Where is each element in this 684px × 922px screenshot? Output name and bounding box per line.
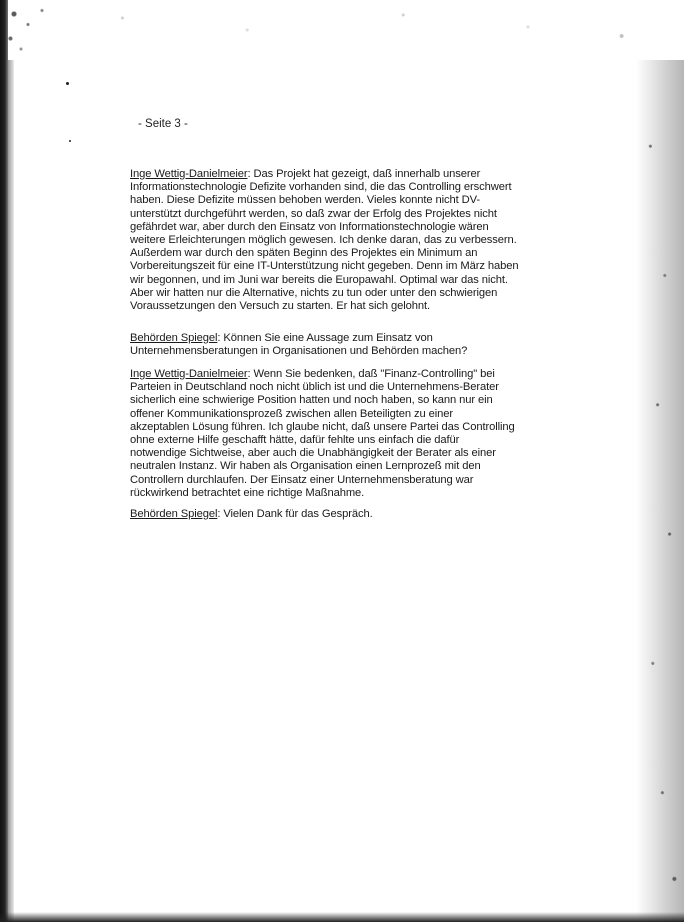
scan-artifact-binding-shadow bbox=[8, 60, 14, 922]
page-number: - Seite 3 - bbox=[138, 118, 188, 130]
speaker-name: Behörden Spiegel bbox=[130, 508, 218, 520]
paragraph-question-1 bbox=[130, 332, 510, 358]
speaker-name: Inge Wettig-Danielmeier bbox=[130, 168, 248, 180]
paragraph-answer-1 bbox=[130, 168, 522, 313]
scan-artifact-bottom-edge bbox=[0, 912, 684, 922]
speaker-name: Behörden Spiegel bbox=[130, 332, 218, 344]
paragraph-text: : Das Projekt hat gezeigt, daß innerhalb unserer Informationstechnologie Defizite vorhanden sind, die das Controlling erschwert haben. Diese Defizite müssen behoben werden. Vieles konnte nicht DV-unterstützt durchgeführt werden, so daß zwar der Erfolg des Projektes nicht gefährdet war, aber durch den Einsatz von Informationstechnologie wären weitere Erleichterungen möglich gewesen. Ich denke daran, das zu verbessern. Außerdem war durch den späten Beginn des Projektes ein Minimum an Vorbereitungszeit für eine IT-Unterstützung nicht gegeben. Denn im März haben wir begonnen, und im Juni war bereits die Europawahl. Optimal war das nicht. Aber wir hatten nur die Alternative, nichts zu tun oder unter den schwierigen Voraussetzungen den Versuch zu starten. Er hat sich gelohnt. bbox=[130, 168, 519, 313]
paragraph-answer-2 bbox=[130, 368, 515, 500]
scan-artifact-right-speckle bbox=[636, 60, 684, 922]
scan-artifact-dot bbox=[66, 82, 69, 85]
paragraph-closing bbox=[130, 508, 515, 521]
paragraph-text: : Können Sie eine Aussage zum Einsatz von Unternehmensberatungen in Organisationen und Behörden machen? bbox=[130, 332, 468, 358]
paragraph-text: : Wenn Sie bedenken, daß "Finanz-Controlling" bei Parteien in Deutschland noch nicht üblich ist und die Unternehmens-Berater sicherlich eine schwierige Position hatten und noch haben, so kann nur ein offener Kommunikationsprozeß zwischen allen Beteiligten zu einer akzeptablen Lösung führen. Ich glaube nicht, daß unsere Partei das Controlling ohne externe Hilfe geschafft hätte, dafür fehlte uns einfach die dafür notwendige Sichtweise, aber auch die Unabhängigkeit der Berater als einer neutralen Instanz. Wir haben als Organisation einen Lernprozeß mit den Controllern durchlaufen. Der Einsatz einer Unternehmensberatung war rückwirkend betrachtet eine richtige Maßnahme. bbox=[130, 368, 515, 499]
scan-artifact-binding-edge bbox=[0, 0, 8, 922]
scan-artifact-dot bbox=[69, 140, 71, 142]
scan-artifact-top bbox=[60, 0, 684, 60]
speaker-name: Inge Wettig-Danielmeier bbox=[130, 368, 248, 380]
paragraph-text: : Vielen Dank für das Gespräch. bbox=[217, 508, 373, 520]
